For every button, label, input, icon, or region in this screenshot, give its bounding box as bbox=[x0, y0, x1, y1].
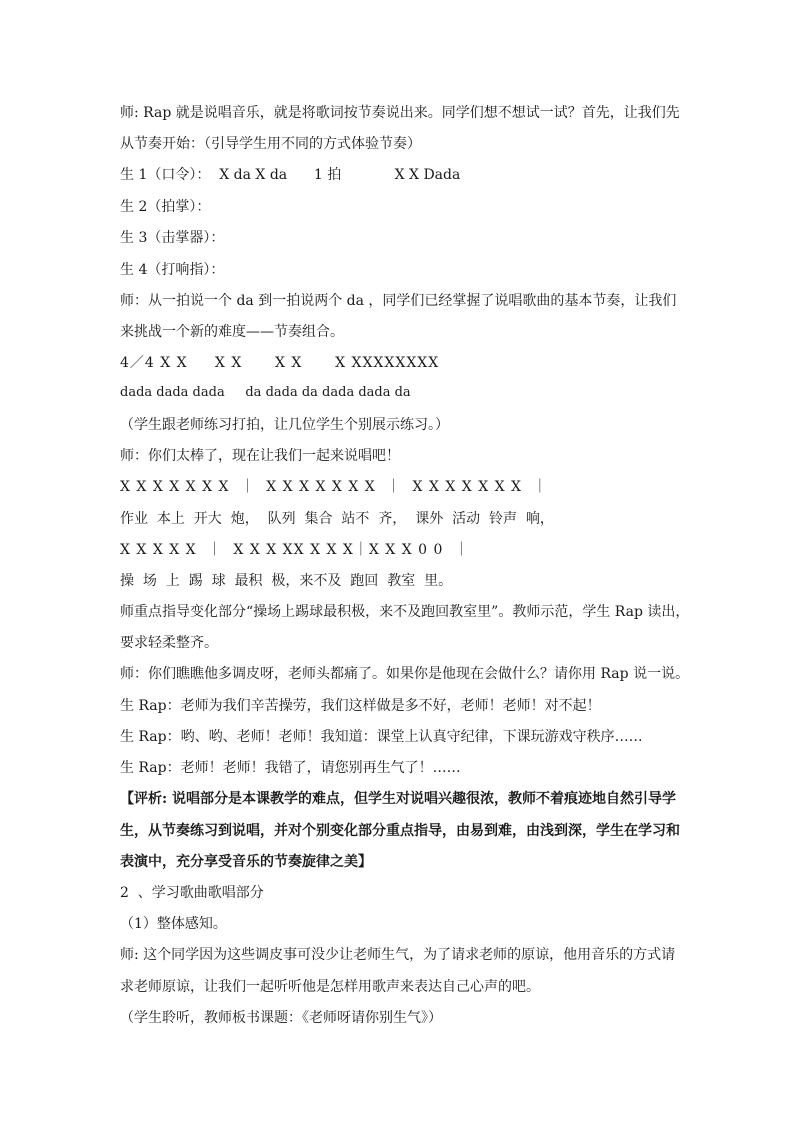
lyrics-line: 作业 本上 开大 炮， 队列 集合 站不 齐， 课外 活动 铃声 响， bbox=[120, 511, 554, 527]
text-line: （学生跟老师练习打拍，让几位学生个别展示练习。） bbox=[120, 417, 449, 433]
rhythm-syllables: dada dada dada da dada da dada dada da bbox=[120, 385, 411, 400]
text-line: 师重点指导变化部分“操场上踢球最积极，来不及跑回教室里”。教师示范，学生 Rap 读出， bbox=[120, 604, 690, 620]
text-line: 生 Rap：老师为我们辛苦操劳，我们这样做是多不好，老师！老师！对不起！ bbox=[120, 698, 601, 714]
rhythm-notation: 4／4 X X X X X X X XXXXXXXX bbox=[120, 355, 440, 371]
rhythm-notation: X X X X X ｜ X X X XX X X X｜X X X 0 0 ｜ bbox=[120, 542, 470, 558]
text-line: 生 4（打响指）： bbox=[120, 262, 225, 278]
subsection-heading: （1）整体感知。 bbox=[120, 916, 227, 932]
commentary-line: 表演中，充分享受音乐的节奏旋律之美】 bbox=[120, 854, 372, 870]
text-line: 生 Rap：哟、哟、老师！老师！我知道：课堂上认真守纪律，下课玩游戏守秩序…… bbox=[120, 729, 643, 745]
text-line: 生 Rap：老师！老师！我错了，请您别再生气了！…… bbox=[120, 760, 461, 776]
lyrics-line: 操 场 上 踢 球 最积 极，来不及 跑回 教室 里。 bbox=[120, 573, 453, 589]
commentary-line: 【评析: 说唱部分是本课教学的难点，但学生对说唱兴趣很浓，教师不着痕迹地自然引导学 bbox=[120, 791, 677, 807]
text-line: 师：你们瞧瞧他多调皮呀，老师头都痛了。如果你是他现在会做什么？请你用 Rap 说一说。 bbox=[120, 666, 690, 682]
section-heading: 2 、学习歌曲歌唱部分 bbox=[120, 885, 264, 901]
text-line: 师: Rap 就是说唱音乐，就是将歌词按节奏说出来。同学们想不想试一试？首先，让我们先 bbox=[120, 105, 680, 121]
rhythm-notation: X X X X X X X ｜ X X X X X X X ｜ X X X X X X X ｜ bbox=[120, 479, 548, 495]
text-line: 来挑战一个新的难度——节奏组合。 bbox=[120, 324, 344, 340]
text-line: 生 3（击掌器）： bbox=[120, 230, 225, 246]
text-line: 要求轻柔整齐。 bbox=[120, 635, 218, 651]
text-line: 师：你们太棒了，现在让我们一起来说唱吧！ bbox=[120, 448, 400, 464]
text-line: 师: 这个同学因为这些调皮事可没少让老师生气，为了请求老师的原谅，他用音乐的方式请 bbox=[120, 947, 676, 963]
text-line: 从节奏开始：（引导学生用不同的方式体验节奏） bbox=[120, 136, 421, 152]
commentary-line: 生，从节奏练习到说唱，并对个别变化部分重点指导，由易到难，由浅到深，学生在学习和 bbox=[120, 823, 680, 839]
text-line: 求老师原谅，让我们一起听听他是怎样用歌声来表达自己心声的吧。 bbox=[120, 979, 540, 995]
text-line: 生 1（口令）： X da X da 1 拍 X X Dada bbox=[120, 167, 461, 183]
text-line: （学生聆听，教师板书课题：《老师呀请你别生气》） bbox=[120, 1010, 442, 1026]
text-line: 师：从一拍说一个 da 到一拍说两个 da ，同学们已经掌握了说唱歌曲的基本节奏，让我们 bbox=[120, 293, 677, 309]
text-line: 生 2（拍掌）： bbox=[120, 199, 211, 215]
